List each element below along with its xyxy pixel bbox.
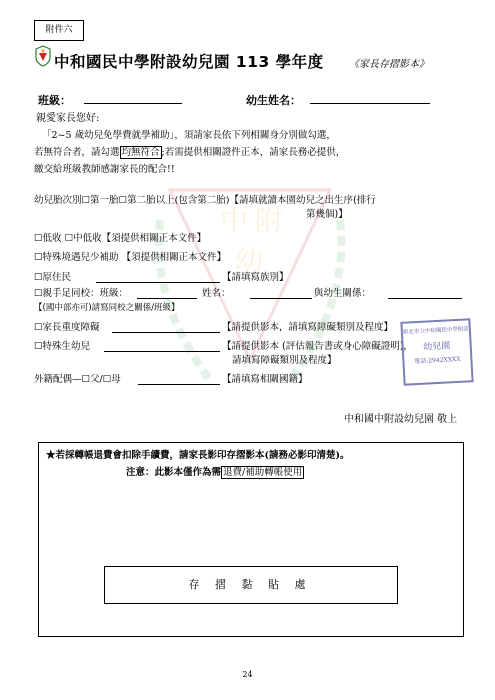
intro-boxed-none: 均無符合: [121, 147, 160, 158]
aboriginal-row: [34, 271, 71, 285]
low-income-checkbox[interactable]: ☐低收: [34, 233, 62, 244]
class-label: 班級：: [38, 94, 71, 107]
greeting: 親愛家長您好:: [36, 113, 100, 124]
intro-line-2-pre: 若無符合者，請勾選: [34, 147, 120, 158]
svg-text:附: 附: [255, 204, 284, 237]
sibling-relation-field[interactable]: [388, 286, 462, 299]
page-number: 24: [242, 670, 253, 679]
school-logo: [34, 45, 52, 67]
foreign-spouse-note: 【請填寫相關國籍】: [222, 374, 308, 385]
sibling-name-label: 姓名：: [202, 288, 231, 299]
seal-line-2: 幼兒園: [422, 341, 451, 353]
aboriginal-field[interactable]: [96, 270, 220, 283]
intro-line-2: [34, 144, 345, 161]
seal-line-1: 新北市立中和國民中學附設: [402, 326, 470, 336]
birth-order-second-checkbox[interactable]: ☐第二胎以上(包含第二胎): [118, 195, 230, 206]
sibling-class-field[interactable]: [137, 286, 197, 299]
mid-low-income-checkbox[interactable]: ☐中低收: [64, 233, 102, 244]
birth-order-label: 幼兒胎次別: [34, 195, 82, 206]
special-child-note: 【請提供影本 (評估報告書或身心障礙證明)，: [222, 341, 413, 352]
svg-text:幼: 幼: [235, 244, 264, 277]
sibling-note: 【(國中部亦可)請寫同校之關係/班級】: [34, 303, 180, 313]
special-child-note-2: 請填寫障礙類別及程度】: [232, 355, 337, 366]
aboriginal-checkbox[interactable]: ☐原住民: [34, 272, 72, 283]
parent-disability-field[interactable]: [112, 320, 220, 333]
sibling-label[interactable]: ☐親手足同校：班級：: [34, 288, 129, 299]
paste-label: 存 摺 黏 貼 處: [188, 578, 312, 591]
birth-order-first-checkbox[interactable]: ☐第一胎: [81, 195, 119, 206]
hardship-note: 【須提供相關正本文件】: [121, 252, 227, 263]
birth-order-note-2: 第幾個)】: [306, 209, 348, 220]
foreign-spouse-label[interactable]: 外籍配偶—☐父/☐母: [34, 374, 121, 385]
intro-line-2-post: ;若需提供相關證件正本，請家長務必提供，: [161, 147, 346, 158]
sibling-relation-label: 與幼生關係：: [314, 288, 372, 299]
parent-disability-checkbox[interactable]: ☐家長重度障礙: [34, 322, 100, 333]
school-seal: [400, 318, 473, 386]
birth-order-note: 【請填就讀本園幼兒之出生序(排行: [229, 195, 376, 206]
child-name-label: 幼生姓名：: [246, 94, 301, 107]
foreign-spouse-field[interactable]: [138, 372, 220, 385]
notice-line-1: ★若採轉帳退費會扣除手續費，請家長影印存摺影本(請務必影印清楚)。: [46, 450, 350, 461]
aboriginal-note: 【請填寫族別】: [222, 272, 289, 283]
sibling-name-field[interactable]: [250, 286, 312, 299]
svg-text:中: 中: [220, 204, 249, 237]
low-income-note: 【須提供相關正本文件】: [101, 233, 207, 244]
hardship-checkbox[interactable]: ☐特殊境遇兒少補助: [34, 252, 119, 263]
class-field[interactable]: [84, 91, 182, 104]
intro-line-3: 繳交給班級教師感謝家長的配合!!: [34, 164, 175, 175]
intro-line-1: 「2~5 歲幼兒免學費就學補助」，須請家長依下列相關身分別做勾選，: [42, 130, 336, 141]
special-child-field[interactable]: [104, 339, 220, 352]
child-name-field[interactable]: [310, 91, 430, 104]
special-child-checkbox[interactable]: ☐特殊生幼兒: [34, 341, 91, 352]
seal-line-3: 電話:2942XXXX: [414, 355, 461, 366]
page-title: 中和國民中學附設幼兒園 113 學年度: [54, 53, 324, 71]
birth-order-row: [34, 194, 376, 208]
hardship-row: [34, 251, 226, 265]
signoff: 中和國中附設幼兒園 敬上: [344, 414, 458, 425]
notice-line-2-pre: 注意：此影本僅作為需: [126, 467, 222, 478]
annex-label: 附件六: [34, 20, 84, 41]
notice-line-2: [126, 466, 304, 480]
notice-boxed-usage: 退費/補助轉帳使用: [223, 467, 303, 478]
page-subtitle: 《家長存摺影本》: [349, 59, 429, 70]
low-income-row: [34, 232, 206, 246]
parent-disability-note: 【請提供影本，請填寫障礙類別及程度】: [222, 322, 394, 333]
school-logo-icon: [34, 45, 52, 67]
